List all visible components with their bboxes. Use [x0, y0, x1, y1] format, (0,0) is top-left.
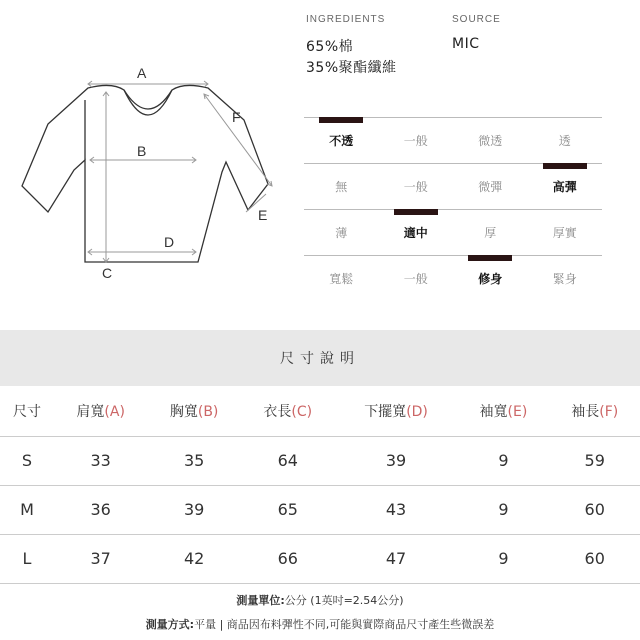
attr-option: 一般 — [403, 272, 428, 286]
ingredients-heading: INGREDIENTS — [306, 14, 386, 25]
cell: 35 — [147, 436, 240, 485]
attr-option: 厚 — [484, 226, 497, 240]
attr-row-transparency — [304, 117, 602, 163]
source-heading: SOURCE — [452, 14, 501, 25]
cell: 65 — [241, 485, 335, 534]
header-hem: 下擺寬(D) — [335, 386, 458, 436]
table-row — [0, 436, 640, 485]
cell: 60 — [549, 485, 640, 534]
header-shoulder: 肩寬(A) — [54, 386, 147, 436]
measure-unit-note: 測量單位:公分 (1英吋=2.54公分) — [236, 594, 404, 607]
label-d: D — [164, 234, 175, 250]
header-sleeve-length: 袖長(F) — [549, 386, 640, 436]
attr-option: 無 — [335, 180, 348, 194]
garment-diagram — [0, 0, 300, 320]
source-value: MIC — [452, 36, 480, 52]
attr-option: 薄 — [335, 226, 348, 240]
label-e: E — [258, 207, 268, 223]
attr-option: 微彈 — [478, 180, 503, 194]
cell: 33 — [54, 436, 147, 485]
attr-row-thickness — [304, 209, 602, 255]
ingredient-1: 65%棉 — [306, 39, 354, 55]
attr-option: 修身 — [453, 256, 528, 301]
cell: 36 — [54, 485, 147, 534]
fabric-attributes — [304, 117, 602, 301]
table-row — [0, 534, 640, 583]
cell: 37 — [54, 534, 147, 583]
cell: 9 — [457, 485, 549, 534]
cell: 59 — [549, 436, 640, 485]
cell: 9 — [457, 534, 549, 583]
label-c: C — [102, 265, 113, 281]
attr-option: 一般 — [403, 180, 428, 194]
attr-row-fit — [304, 255, 602, 301]
table-row — [0, 485, 640, 534]
cell: 43 — [335, 485, 458, 534]
cell: 60 — [549, 534, 640, 583]
cell: L — [0, 534, 54, 583]
attr-option: 一般 — [403, 134, 428, 148]
cell: S — [0, 436, 54, 485]
ingredient-2: 35%聚酯纖維 — [306, 60, 397, 76]
table-header-row — [0, 386, 640, 436]
cell: 39 — [335, 436, 458, 485]
attr-option: 緊身 — [552, 272, 577, 286]
measure-method-note: 測量方式:平量 | 商品因布料彈性不同,可能與實際商品尺寸產生些微誤差 — [145, 618, 495, 631]
label-b: B — [137, 143, 147, 159]
label-f: F — [232, 109, 241, 125]
cell: 39 — [147, 485, 240, 534]
cell: 66 — [241, 534, 335, 583]
attr-option: 微透 — [478, 134, 503, 148]
header-size: 尺寸 — [0, 386, 54, 436]
size-table — [0, 386, 640, 584]
cell: 42 — [147, 534, 240, 583]
attr-option: 透 — [558, 134, 571, 148]
attr-option: 高彈 — [528, 164, 603, 209]
cell: 64 — [241, 436, 335, 485]
cell: 47 — [335, 534, 458, 583]
attr-option: 寬鬆 — [329, 272, 354, 286]
header-chest: 胸寬(B) — [147, 386, 240, 436]
attr-option: 厚實 — [552, 226, 577, 240]
header-sleeve-width: 袖寬(E) — [457, 386, 549, 436]
attr-option: 不透 — [304, 118, 379, 163]
attr-row-elasticity — [304, 163, 602, 209]
cell: M — [0, 485, 54, 534]
attr-option: 適中 — [379, 210, 454, 255]
header-length: 衣長(C) — [241, 386, 335, 436]
size-chart-title: 尺寸說明 — [0, 330, 640, 386]
label-a: A — [137, 65, 147, 81]
cell: 9 — [457, 436, 549, 485]
